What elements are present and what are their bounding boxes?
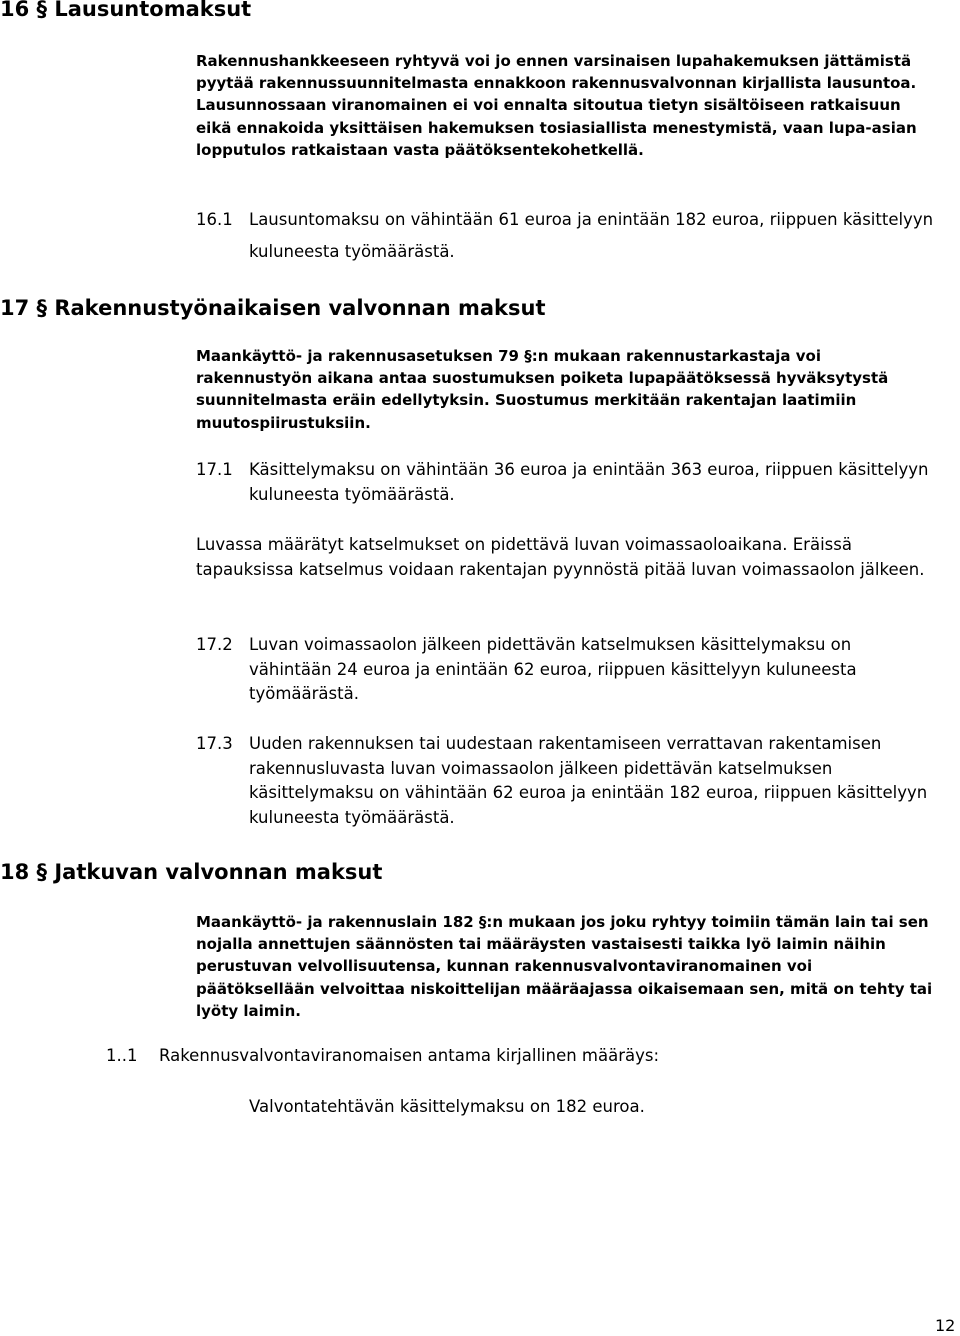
item-18-1-number: 1..1 xyxy=(106,1046,138,1065)
item-16-1-number: 16.1 xyxy=(196,210,233,229)
item-17-2 xyxy=(196,633,936,707)
item-16-1-text: Lausuntomaksu on vähintään 61 euroa ja enintään 182 euroa, riippuen käsittelyyn kuluneesta työmäärästä. xyxy=(249,210,934,261)
section-16-heading: 16 § Lausuntomaksut xyxy=(0,0,252,21)
item-17-1 xyxy=(196,458,936,507)
item-17-3 xyxy=(196,732,936,830)
item-17-2-text: Luvan voimassaolon jälkeen pidettävän katselmuksen käsittelymaksu on vähintään 24 euroa ja enintään 62 euroa, riippuen käsittelyyn kuluneesta työmäärästä. xyxy=(249,635,857,704)
item-17-1-text: Käsittelymaksu on vähintään 36 euroa ja enintään 363 euroa, riippuen käsittelyyn kuluneesta työmäärästä. xyxy=(249,460,929,504)
item-17-2-number: 17.2 xyxy=(196,635,233,654)
section-18-heading: 18 § Jatkuvan valvonnan maksut xyxy=(0,860,383,884)
section-17-intro: Maankäyttö- ja rakennusasetuksen 79 §:n mukaan rakennustarkastaja voi rakennustyön aikana antaa suostumuksen poiketa lupapäätöksessä hyväksytystä suunnitelmasta eräin edellytyksin. Suostumus merkitään rakentajan laatimiin muutospiirustuksiin. xyxy=(196,347,889,432)
section-17-heading: 17 § Rakennustyönaikaisen valvonnan maksut xyxy=(0,296,546,320)
item-16-1 xyxy=(196,204,936,268)
section-16-intro: Rakennushankkeeseen ryhtyvä voi jo ennen varsinaisen lupahakemuksen jättämistä pyytää rakennussuunnitelmasta ennakkoon rakennusvalvonnan kirjallista lausuntoa. Lausunnossaan viranomainen ei voi ennalta sitoutua tietyn sisältöiseen ratkaisuun eikä ennakoida yksittäisen hakemuksen tosiasiallista menestymistä, vaan lupa-asian lopputulos ratkaistaan vasta päätöksentekohetkellä. xyxy=(196,52,917,159)
item-18-1 xyxy=(106,1044,846,1069)
section-18-intro: Maankäyttö- ja rakennuslain 182 §:n mukaan jos joku ryhtyy toimiin tämän lain tai sen nojalla annettujen säännösten tai määräysten vastaisesti taikka lyö laimin näihin perustuvan velvollisuutensa, kunnan rakennusvalvontaviranomainen voi päätöksellään velvoittaa niskoittelijan määräajassa oikaisemaan sen, mitä on tehty tai lyöty laimin. xyxy=(196,913,933,1020)
item-17-3-number: 17.3 xyxy=(196,734,233,753)
page-number: 12 xyxy=(935,1316,956,1335)
item-17-1-number: 17.1 xyxy=(196,460,233,479)
item-18-1-text: Rakennusvalvontaviranomaisen antama kirjallinen määräys: xyxy=(159,1046,660,1065)
section-18-fee: Valvontatehtävän käsittelymaksu on 182 euroa. xyxy=(249,1097,645,1116)
item-17-3-text: Uuden rakennuksen tai uudestaan rakentamiseen verrattavan rakentamisen rakennusluvasta luvan voimassaolon jälkeen pidettävän katselmuksen käsittelymaksu on vähintään 62 euroa ja enintään 182 euroa, riippuen käsittelyyn kuluneesta työmäärästä. xyxy=(249,734,928,827)
section-17-note: Luvassa määrätyt katselmukset on pidettävä luvan voimassaoloaikana. Eräissä tapauksissa katselmus voidaan rakentajan pyynnöstä pitää luvan voimassaolon jälkeen. xyxy=(196,535,925,579)
